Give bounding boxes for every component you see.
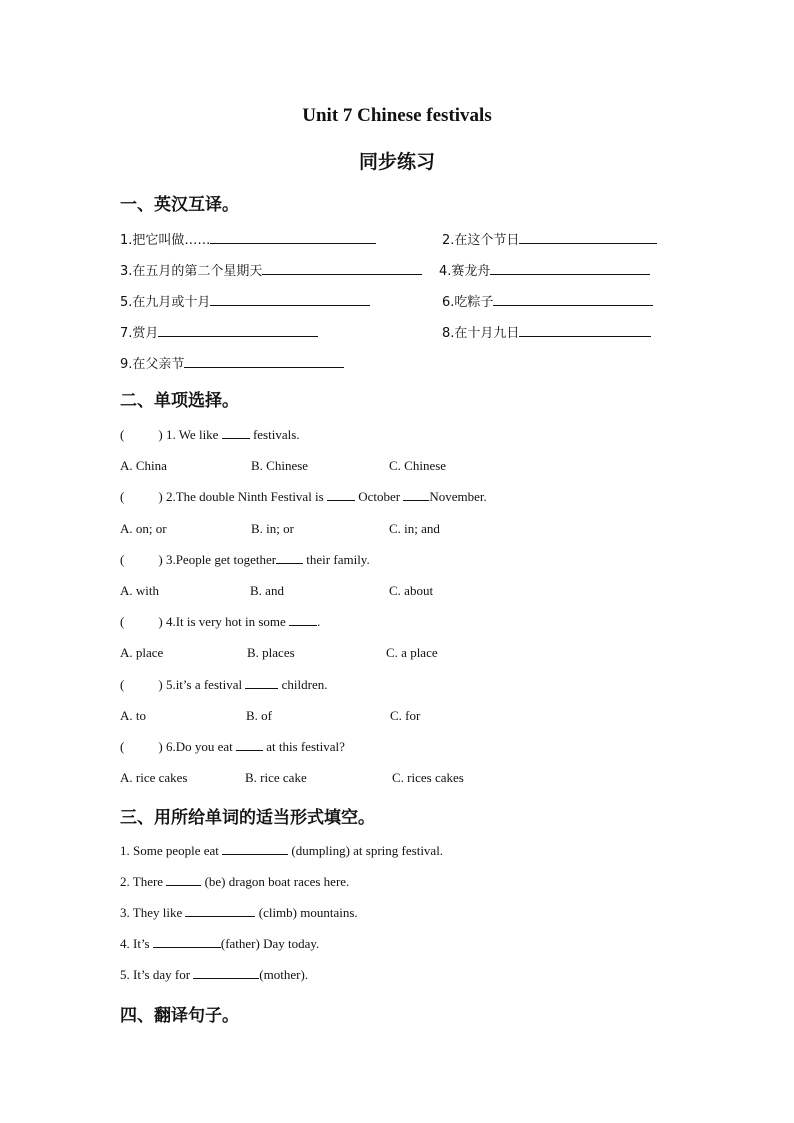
mc-question (120, 739, 345, 755)
option-a[interactable]: A. rice cakes (120, 770, 188, 785)
vocab-text: 4.赛龙舟 (439, 264, 491, 279)
option-b[interactable]: B. Chinese (251, 458, 309, 473)
vocab-item (120, 322, 318, 341)
fill-text: 3. They like (120, 905, 183, 920)
vocab-text: 8.在十月九日 (442, 326, 520, 341)
vocab-item (439, 260, 650, 279)
option-b[interactable]: B. places (247, 645, 295, 660)
question-stem: at this festival? (266, 739, 345, 754)
section-heading-3: 三、用所给单词的适当形式填空。 (120, 808, 375, 828)
answer-line[interactable] (519, 324, 651, 337)
option-c[interactable]: C. Chinese (389, 458, 447, 473)
option-c[interactable]: C. about (389, 583, 434, 598)
paren-open: ( (120, 614, 125, 629)
vocab-item (120, 353, 344, 372)
fill-text: 1. Some people eat (120, 843, 219, 858)
fill-text: (mother). (259, 967, 309, 982)
fill-item (120, 967, 308, 983)
blank-line[interactable] (236, 740, 263, 751)
question-stem: 5.it’s a festival (165, 677, 243, 692)
answer-line[interactable] (493, 293, 653, 306)
paren-open: ( (120, 427, 125, 442)
paren-close: ) (158, 552, 163, 567)
paren-close: ) (158, 739, 163, 754)
blank-line[interactable] (166, 875, 201, 886)
blank-line[interactable] (245, 678, 278, 689)
vocab-text: 7.赏月 (120, 326, 159, 341)
question-stem: 2.The double Ninth Festival is (165, 489, 324, 504)
section-heading-1: 一、英汉互译。 (120, 195, 239, 215)
option-a[interactable]: A. with (120, 583, 159, 598)
question-stem: their family. (306, 552, 370, 567)
option-c[interactable]: C. a place (386, 645, 438, 660)
option-c[interactable]: C. for (390, 708, 421, 723)
question-stem: . (317, 614, 321, 629)
option-b[interactable]: B. rice cake (245, 770, 307, 785)
blank-line[interactable] (276, 553, 303, 564)
option-b[interactable]: B. of (246, 708, 272, 723)
question-stem: 4.It is very hot in some (165, 614, 286, 629)
page-subtitle: 同步练习 (358, 151, 435, 173)
fill-text: (climb) mountains. (258, 905, 358, 920)
option-b[interactable]: B. in; or (251, 521, 294, 536)
mc-question (120, 552, 370, 568)
paren-open: ( (120, 489, 125, 504)
question-stem: 6.Do you eat (165, 739, 233, 754)
vocab-text: 9.在父亲节 (120, 357, 185, 372)
section-heading-4: 四、翻译句子。 (120, 1006, 239, 1026)
paren-close: ) (158, 677, 163, 692)
option-a[interactable]: A. to (120, 708, 146, 723)
fill-item (120, 936, 319, 952)
fill-item (120, 905, 358, 921)
vocab-item (120, 291, 370, 310)
fill-text: 4. It’s (120, 936, 150, 951)
answer-line[interactable] (158, 324, 318, 337)
vocab-item (120, 260, 422, 279)
blank-line[interactable] (185, 906, 255, 917)
option-c[interactable]: C. rices cakes (392, 770, 464, 785)
answer-line[interactable] (490, 262, 650, 275)
question-stem: children. (281, 677, 328, 692)
vocab-text: 2.在这个节日 (442, 233, 520, 248)
mc-question (120, 677, 327, 693)
vocab-item (442, 322, 651, 341)
paren-close: ) (158, 489, 163, 504)
fill-text: 5. It’s day for (120, 967, 191, 982)
answer-line[interactable] (184, 355, 344, 368)
question-stem: 1. We like (165, 427, 219, 442)
vocab-item (442, 291, 653, 310)
blank-line[interactable] (222, 428, 250, 439)
option-b[interactable]: B. and (250, 583, 284, 598)
mc-question (120, 427, 300, 443)
question-stem: festivals. (252, 427, 300, 442)
blank-line[interactable] (403, 490, 429, 501)
answer-line[interactable] (262, 262, 422, 275)
option-a[interactable]: A. on; or (120, 521, 167, 536)
mc-question (120, 614, 320, 630)
fill-item (120, 874, 349, 890)
fill-text: (dumpling) at spring festival. (291, 843, 444, 858)
section-heading-2: 二、单项选择。 (120, 391, 239, 411)
vocab-text: 1.把它叫做…… (120, 233, 211, 248)
vocab-text: 6.吃粽子 (442, 295, 494, 310)
fill-text: 2. There (120, 874, 164, 889)
vocab-text: 3.在五月的第二个星期天 (120, 264, 263, 279)
vocab-item (120, 229, 376, 248)
option-a[interactable]: A. place (120, 645, 164, 660)
option-c[interactable]: C. in; and (389, 521, 440, 536)
page-title: Unit 7 Chinese festivals (302, 105, 492, 126)
blank-line[interactable] (289, 615, 317, 626)
question-stem: November. (429, 489, 487, 504)
vocab-item (442, 229, 657, 248)
question-stem: October (358, 489, 401, 504)
answer-line[interactable] (210, 293, 370, 306)
blank-line[interactable] (327, 490, 355, 501)
answer-line[interactable] (210, 231, 376, 244)
fill-item (120, 843, 443, 859)
paren-open: ( (120, 552, 125, 567)
blank-line[interactable] (193, 968, 259, 979)
blank-line[interactable] (222, 844, 288, 855)
mc-question (120, 489, 487, 505)
fill-text: (father) Day today. (220, 936, 320, 951)
paren-close: ) (158, 427, 163, 442)
blank-line[interactable] (153, 937, 221, 948)
question-stem: 3.People get together (165, 552, 277, 567)
vocab-text: 5.在九月或十月 (120, 295, 211, 310)
paren-open: ( (120, 739, 125, 754)
fill-text: (be) dragon boat races here. (204, 874, 350, 889)
answer-line[interactable] (519, 231, 657, 244)
paren-close: ) (158, 614, 163, 629)
option-a[interactable]: A. China (120, 458, 167, 473)
paren-open: ( (120, 677, 125, 692)
